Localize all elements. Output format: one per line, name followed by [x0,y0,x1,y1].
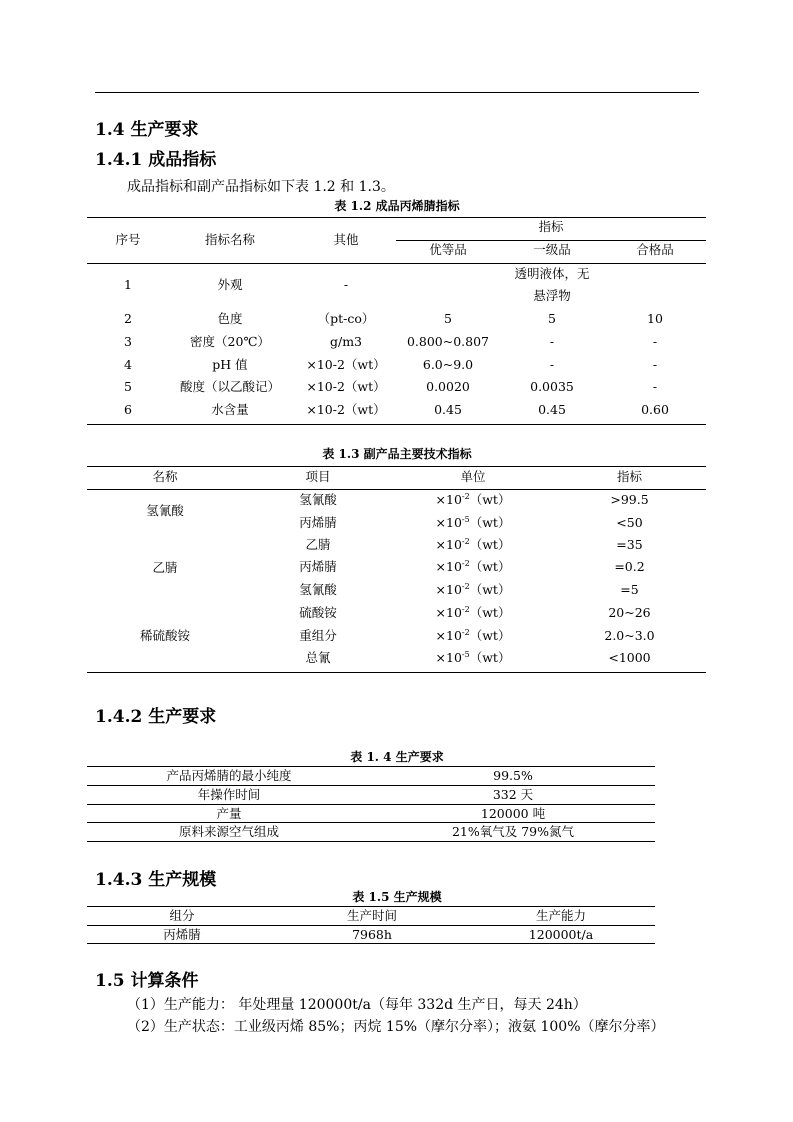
table-cell: 120000 吨 [480,806,546,821]
table-cell: 丙烯腈 [299,515,337,530]
table-1-3-header-item: 项目 [305,469,331,484]
table-1-2-header-g2: 一级品 [533,242,571,257]
table-1-2-header-group: 指标 [538,219,564,234]
table-1-4-rule [87,841,655,842]
table-cell: >99.5 [610,492,649,507]
unit-exponent: -5 [461,514,470,524]
table-cell: 5 [124,379,132,394]
section-heading-1-5: 1.5 计算条件 [95,971,199,991]
unit-exponent: -5 [461,649,470,659]
table-1-2-header-no: 序号 [115,232,141,247]
table-1-3-top-rule [87,466,706,467]
intro-paragraph: 成品指标和副产品指标如下表 1.2 和 1.3。 [127,179,395,195]
table-cell: 332 天 [492,787,534,802]
table-cell: 乙腈 [305,537,331,552]
unit-suffix: （wt） [469,650,511,665]
unit-prefix: ×10 [435,650,462,665]
table-cell: 6 [124,402,132,417]
table-cell: 水含量 [211,402,249,417]
table-cell-unit [393,514,553,532]
table-1-5-header-a: 组分 [169,908,195,923]
table-cell: =5 [620,582,639,597]
unit-suffix: （wt） [469,605,511,620]
table-cell: 色度 [217,311,243,326]
table-1-5-rule [87,943,655,944]
section-heading-1-4-2: 1.4.2 生产要求 [95,707,217,727]
table-1-2-header-g3: 合格品 [636,242,674,257]
unit-prefix: ×10 [435,515,462,530]
table-1-3-caption: 表 1.3 副产品主要技术指标 [322,447,472,461]
table-1-3-bottom-rule [87,672,706,673]
table-1-3-header-unit: 单位 [460,469,486,484]
table-cell: 0.0020 [426,379,470,394]
table-1-5-header-c: 生产能力 [535,908,586,923]
table-cell: 重组分 [299,628,337,643]
table-cell: 透明液体，无 [514,266,590,281]
table-cell: 2.0~3.0 [604,628,655,643]
unit-prefix: ×10 [435,537,462,552]
unit-exponent: -2 [461,581,470,591]
unit-prefix: ×10 [435,492,462,507]
table-cell: 0.45 [434,402,462,417]
unit-suffix: （wt） [469,515,511,530]
table-cell-unit [393,536,553,554]
unit-suffix: （wt） [469,628,511,643]
table-cell: 0.0035 [530,379,574,394]
table-cell-unit [393,604,553,622]
table-cell: 原料来源空气组成 [178,824,279,839]
table-cell: 产品丙烯腈的最小纯度 [166,768,292,783]
table-cell-unit [393,649,553,667]
table-1-3-group-acetonitrile: 乙腈 [152,560,178,575]
table-1-3-group-hcn: 氢氰酸 [146,503,184,518]
section-heading-1-4-1: 1.4.1 成品指标 [95,150,217,170]
table-cell: - [652,379,658,394]
table-cell: 99.5% [493,768,533,783]
table-1-5-header-b: 生产时间 [346,908,397,923]
table-cell: 0.800~0.807 [406,334,490,349]
table-cell-unit [393,581,553,599]
calc-condition-line-1: （1）生产能力： 年处理量 120000t/a（每年 332d 生产日，每天 24h） [127,997,587,1013]
table-cell: 20~26 [608,605,651,620]
table-cell: - [549,357,555,372]
table-cell-unit [393,558,553,576]
unit-prefix: ×10 [435,559,462,574]
table-1-3-header-spec: 指标 [616,469,642,484]
table-cell: 2 [124,311,132,326]
table-1-3-group-ammonium-sulfate: 稀硫酸铵 [139,628,190,643]
table-cell: 4 [124,357,132,372]
unit-prefix: ×10 [435,628,462,643]
table-cell: 丙烯腈 [163,927,201,942]
unit-prefix: ×10 [435,582,462,597]
unit-suffix: （wt） [469,537,511,552]
table-cell: =35 [616,537,643,552]
table-1-2-bottom-rule [87,424,706,425]
table-1-2-header-other: 其他 [333,232,359,247]
table-1-2-header-rule [87,263,706,264]
table-cell: 年操作时间 [197,787,261,802]
unit-exponent: -2 [461,558,470,568]
table-cell: 酸度（以乙酸记） [179,379,280,394]
table-cell: 0.45 [538,402,566,417]
section-heading-1-4: 1.4 生产要求 [95,120,199,140]
table-1-3-header-name: 名称 [152,469,178,484]
unit-exponent: -2 [461,536,470,546]
unit-suffix: （wt） [469,559,511,574]
unit-suffix: （wt） [469,492,511,507]
table-cell: ×10-2（wt） [306,357,386,372]
table-cell-unit [393,491,553,509]
table-cell: 总氰 [305,650,331,665]
section-heading-1-4-3: 1.4.3 生产规模 [95,870,217,890]
table-cell: 硫酸铵 [299,605,337,620]
table-cell: 密度（20℃） [190,334,270,349]
unit-prefix: ×10 [435,605,462,620]
table-cell: 产量 [216,806,242,821]
header-rule [95,92,699,93]
table-cell-unit [393,627,553,645]
table-cell: 5 [444,311,452,326]
unit-exponent: -2 [461,491,470,501]
table-cell: 5 [548,311,556,326]
table-cell: （pt-co） [317,311,375,326]
table-cell: - [652,357,658,372]
table-cell: <1000 [608,650,651,665]
table-cell: g/m3 [329,334,363,349]
table-1-2-header-g1: 优等品 [429,242,467,257]
table-cell: pH 值 [212,357,248,372]
table-cell: 氢氰酸 [299,492,337,507]
table-cell: ×10-2（wt） [306,379,386,394]
table-cell: - [549,334,555,349]
table-cell: 氢氰酸 [299,582,337,597]
unit-exponent: -2 [461,604,470,614]
table-cell: - [343,277,349,292]
table-cell: 1 [124,277,132,292]
table-cell: - [652,334,658,349]
table-cell: 外观 [217,277,243,292]
table-1-5-caption: 表 1.5 生产规模 [352,890,442,904]
table-cell: 10 [647,311,663,326]
unit-suffix: （wt） [469,582,511,597]
table-cell: 0.60 [641,402,669,417]
calc-condition-line-2: （2）生产状态：工业级丙烯 85%；丙烷 15%（摩尔分率）；液氨 100%（摩尔分率） [127,1019,665,1035]
table-1-4-caption: 表 1. 4 生产要求 [350,750,444,764]
unit-exponent: -2 [461,627,470,637]
table-cell: 6.0~9.0 [422,357,474,372]
table-1-2-header-name: 指标名称 [204,232,255,247]
table-cell: 120000t/a [528,927,594,942]
table-cell: =0.2 [614,559,645,574]
table-cell: 21%氧气及 79%氮气 [451,824,575,839]
table-cell: 丙烯腈 [299,559,337,574]
table-cell: <50 [616,515,643,530]
table-cell: ×10-2（wt） [306,402,386,417]
table-1-3-header-rule [87,489,706,490]
table-cell: 悬浮物 [533,288,571,303]
table-1-2-caption: 表 1.2 成品丙烯腈指标 [334,199,460,213]
table-cell: 7968h [352,927,392,942]
table-cell: 3 [124,334,132,349]
